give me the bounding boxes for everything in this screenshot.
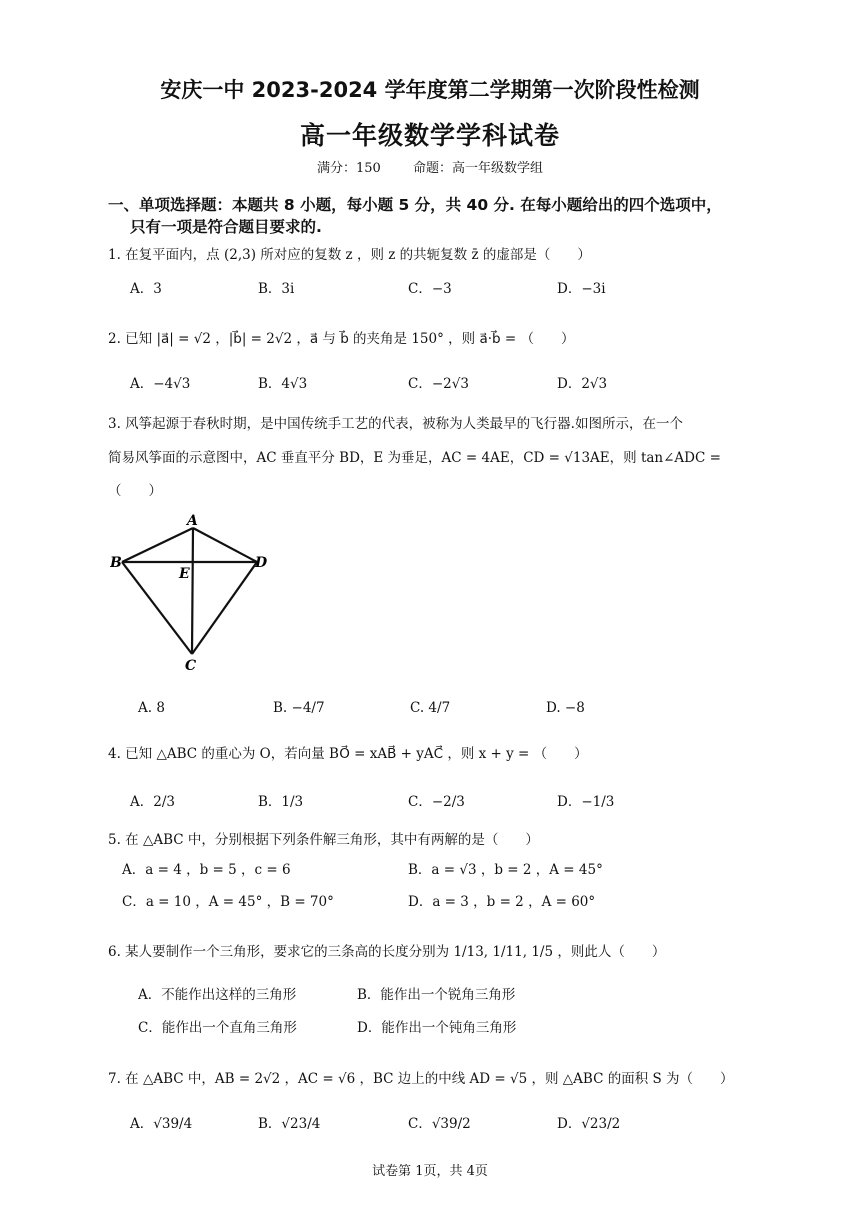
q1-option-d: D．−3i bbox=[557, 281, 606, 297]
q7-option-b: B．√23/4 bbox=[258, 1116, 321, 1132]
q6-stem: 6. 某人要制作一个三角形，要求它的三条高的长度分别为 1/13, 1/11, 1/5 ，则此人（ ） bbox=[108, 944, 666, 960]
q4-option-b: B．1/3 bbox=[258, 794, 304, 810]
q4-option-a: A．2/3 bbox=[130, 794, 175, 810]
vertex-label-d: D bbox=[255, 555, 268, 571]
q5-option-d: D．a = 3 ，b = 2 ，A = 60° bbox=[408, 894, 596, 910]
q5-option-c: C．a = 10 ，A = 45° ，B = 70° bbox=[122, 894, 334, 910]
page-footer: 试卷第 1页，共 4页 bbox=[372, 1164, 488, 1179]
q3-stem-line1: 3. 风筝起源于春秋时期，是中国传统手工艺的代表，被称为人类最早的飞行器.如图所示，在一个 bbox=[108, 416, 683, 432]
q6-option-c: C．能作出一个直角三角形 bbox=[138, 1020, 297, 1036]
edge-dc bbox=[192, 562, 257, 654]
q6-height-1: 1/13 bbox=[453, 944, 484, 960]
diagonal-ac bbox=[192, 528, 193, 654]
section1-heading-line1: 一、单项选择题：本题共 8 小题，每小题 5 分，共 40 分. 在每小题给出的四个选项中， bbox=[108, 196, 722, 214]
q2-option-b: B．4√3 bbox=[258, 376, 308, 392]
q3-stem-line2: 简易风筝面的示意图中，AC 垂直平分 BD，E 为垂足，AC = 4AE，CD = √13AE，则 tan∠ADC = bbox=[108, 450, 721, 466]
q4-option-c: C．−2/3 bbox=[408, 794, 465, 810]
q1-option-c: C．−3 bbox=[408, 281, 452, 297]
q6-height-2: 1/11 bbox=[492, 944, 523, 960]
q5-stem: 5. 在 △ABC 中，分别根据下列条件解三角形，其中有两解的是（ ） bbox=[108, 832, 539, 848]
q2-stem: 2. 已知 |a⃗| = √2 ，|b⃗| = 2√2 ，a⃗ 与 b⃗ 的夹角是 150° ，则 a⃗·b⃗ = （ ） bbox=[108, 331, 575, 347]
q5-option-a: A．a = 4 ，b = 5 ，c = 6 bbox=[122, 862, 291, 878]
q1-option-a: A．3 bbox=[130, 281, 162, 297]
full-score: 满分：150 bbox=[317, 161, 381, 176]
q3-option-c: C. 4/7 bbox=[410, 700, 451, 716]
q4-stem: 4. 已知 △ABC 的重心为 O，若向量 BO⃗ = xAB⃗ + yAC⃗ ，则 x + y = （ ） bbox=[108, 746, 588, 762]
q2-option-c: C．−2√3 bbox=[408, 376, 469, 392]
q2-option-a: A．−4√3 bbox=[130, 376, 191, 392]
edge-ad bbox=[193, 528, 257, 562]
q6-height-3: 1/5 bbox=[531, 944, 554, 960]
vertex-label-a: A bbox=[187, 513, 198, 529]
section1-heading-line2: 只有一项是符合题目要求的. bbox=[130, 218, 322, 236]
q7-option-a: A．√39/4 bbox=[130, 1116, 193, 1132]
q6-stem-pre: 6. 某人要制作一个三角形，要求它的三条高的长度分别为 bbox=[108, 944, 450, 960]
q1-option-b: B．3i bbox=[258, 281, 295, 297]
q2-option-d: D．2√3 bbox=[557, 376, 608, 392]
exam-info bbox=[0, 157, 860, 176]
vertex-label-c: C bbox=[185, 658, 197, 673]
q7-stem: 7. 在 △ABC 中，AB = 2√2 ，AC = √6 ，BC 边上的中线 AD = √5 ，则 △ABC 的面积 S 为（ ） bbox=[108, 1071, 734, 1087]
q4-option-d: D．−1/3 bbox=[557, 794, 615, 810]
q6-option-b: B．能作出一个锐角三角形 bbox=[357, 987, 516, 1003]
q1-stem: 1. 在复平面内，点 (2,3) 所对应的复数 z ，则 z 的共轭复数 z̄ 的虚部是（ ） bbox=[108, 247, 591, 263]
q6-stem-post: ，则此人（ ） bbox=[557, 944, 666, 960]
q7-option-c: C．√39/2 bbox=[408, 1116, 471, 1132]
q7-option-d: D．√23/2 bbox=[557, 1116, 621, 1132]
q3-option-d: D. −8 bbox=[546, 700, 585, 716]
q6-option-d: D．能作出一个钝角三角形 bbox=[357, 1020, 517, 1036]
vertex-label-b: B bbox=[110, 555, 122, 571]
q3-stem-line3: （ ） bbox=[108, 483, 162, 499]
setter: 命题：高一年级数学组 bbox=[412, 161, 543, 176]
exam-header-title: 安庆一中 2023-2024 学年度第二学期第一次阶段性检测 bbox=[160, 78, 700, 102]
kite-diagram bbox=[110, 508, 280, 673]
edge-ab bbox=[122, 528, 193, 562]
q3-option-b: B. −4/7 bbox=[273, 700, 325, 716]
q3-option-a: A. 8 bbox=[138, 700, 165, 716]
point-label-e: E bbox=[179, 566, 190, 582]
exam-subject-title: 高一年级数学学科试卷 bbox=[299, 121, 560, 150]
q5-option-b: B．a = √3 ，b = 2 ，A = 45° bbox=[408, 862, 603, 878]
q6-option-a: A．不能作出这样的三角形 bbox=[138, 987, 297, 1003]
